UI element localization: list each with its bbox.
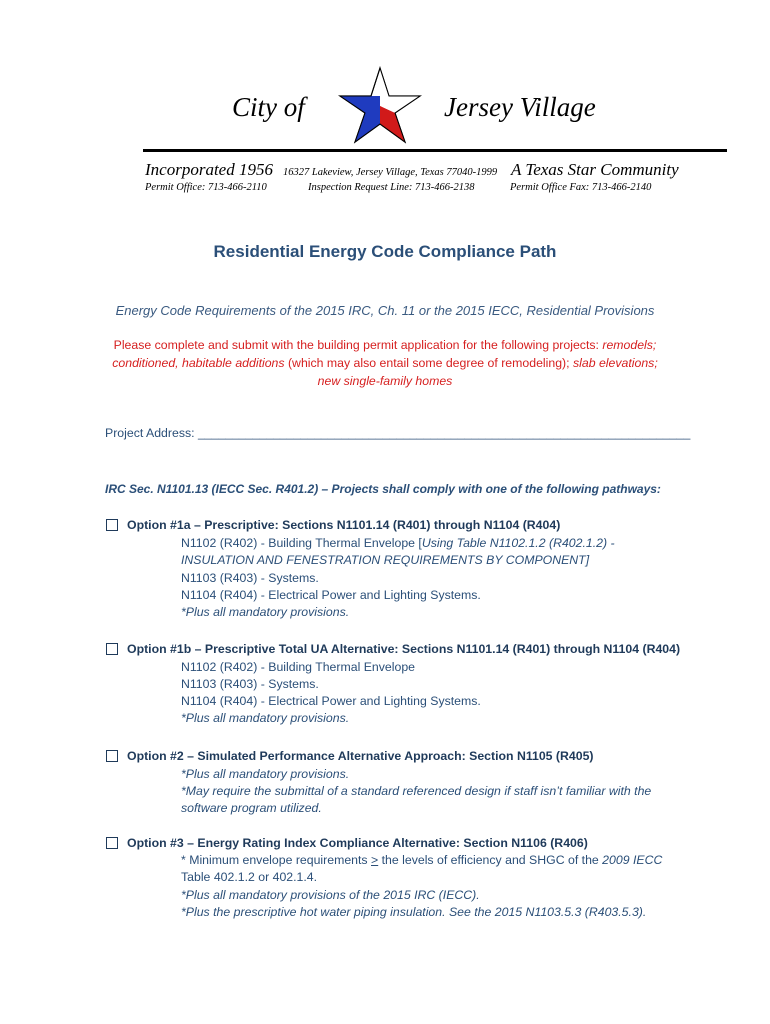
option-1a-checkbox[interactable] — [106, 519, 118, 531]
city-of-text: City of — [232, 92, 305, 122]
city-address: 16327 Lakeview, Jersey Village, Texas 77040-1999 — [283, 167, 498, 178]
texas-star-logo-icon — [338, 66, 422, 144]
option-1a-line-2: INSULATION AND FENESTRATION REQUIREMENTS BY COMPONENT] — [181, 553, 590, 567]
project-address-row — [105, 426, 690, 440]
option-3-line-1: * Minimum envelope requirements > the levels of efficiency and SHGC of the 2009 IECC — [181, 853, 663, 867]
document-subtitle: Energy Code Requirements of the 2015 IRC, Ch. 11 or the 2015 IECC, Residential Provisions — [115, 303, 655, 318]
project-address-label: Project Address: — [105, 426, 198, 440]
instructions-line-2: conditioned, habitable additions (which may also entail some degree of remodeling); slab elevations; — [112, 356, 658, 370]
option-1b-line-3: N1104 (R404) - Electrical Power and Lighting Systems. — [181, 694, 481, 708]
option-1b-checkbox[interactable] — [106, 643, 118, 655]
option-2-line-3: software program utilized. — [181, 801, 322, 815]
option-1a-line-1: N1102 (R402) - Building Thermal Envelope [Using Table N1102.1.2 (R402.1.2) - — [181, 536, 615, 550]
permit-office-phone: Permit Office: 713-466-2110 — [145, 182, 267, 193]
permit-fax: Permit Office Fax: 713-466-2140 — [510, 182, 652, 193]
option-3-label: Option #3 – Energy Rating Index Compliance Alternative: Section N1106 (R406) — [127, 836, 588, 850]
project-address-field[interactable]: ________________________________________________________________________ — [197, 426, 691, 440]
motto-text: A Texas Star Community — [511, 160, 679, 179]
option-2-label: Option #2 – Simulated Performance Alternative Approach: Section N1105 (R405) — [127, 749, 594, 763]
option-2-line-2: *May require the submittal of a standard referenced design if staff isn’t familiar with the — [181, 784, 652, 798]
instructions-line-1: Please complete and submit with the building permit application for the following projects: remodels; — [113, 338, 657, 352]
option-1b-label: Option #1b – Prescriptive Total UA Alternative: Sections N1101.14 (R401) through N1104 (R404) — [127, 642, 681, 656]
option-2-line-1: *Plus all mandatory provisions. — [181, 767, 350, 781]
option-1a-line-3: N1103 (R403) - Systems. — [181, 571, 319, 585]
header-rule — [143, 149, 727, 152]
option-3-line-3: *Plus all mandatory provisions of the 2015 IRC (IECC). — [181, 888, 480, 902]
option-3-line-4: *Plus the prescriptive hot water piping insulation. See the 2015 N1103.5.3 (R403.5.3). — [181, 905, 647, 919]
option-1b-line-4: *Plus all mandatory provisions. — [181, 711, 350, 725]
incorporated-text: Incorporated 1956 — [145, 160, 273, 179]
option-3-checkbox[interactable] — [106, 837, 118, 849]
option-3-line-2: Table 402.1.2 or 402.1.4. — [181, 870, 318, 884]
instructions-line-3: new single-family homes — [317, 374, 453, 388]
option-1a-line-5: *Plus all mandatory provisions. — [181, 605, 350, 619]
option-1b-line-1: N1102 (R402) - Building Thermal Envelope — [181, 660, 415, 674]
option-1a-label: Option #1a – Prescriptive: Sections N1101.14 (R401) through N1104 (R404) — [127, 518, 561, 532]
jersey-village-text: Jersey Village — [444, 92, 596, 122]
option-1b-line-2: N1103 (R403) - Systems. — [181, 677, 319, 691]
option-1a-line-4: N1104 (R404) - Electrical Power and Lighting Systems. — [181, 588, 481, 602]
pathways-heading: IRC Sec. N1101.13 (IECC Sec. R401.2) – Projects shall comply with one of the following pathways: — [105, 482, 661, 496]
option-2-checkbox[interactable] — [106, 750, 118, 762]
document-title: Residential Energy Code Compliance Path — [213, 242, 557, 261]
inspection-line-phone: Inspection Request Line: 713-466-2138 — [308, 182, 475, 193]
